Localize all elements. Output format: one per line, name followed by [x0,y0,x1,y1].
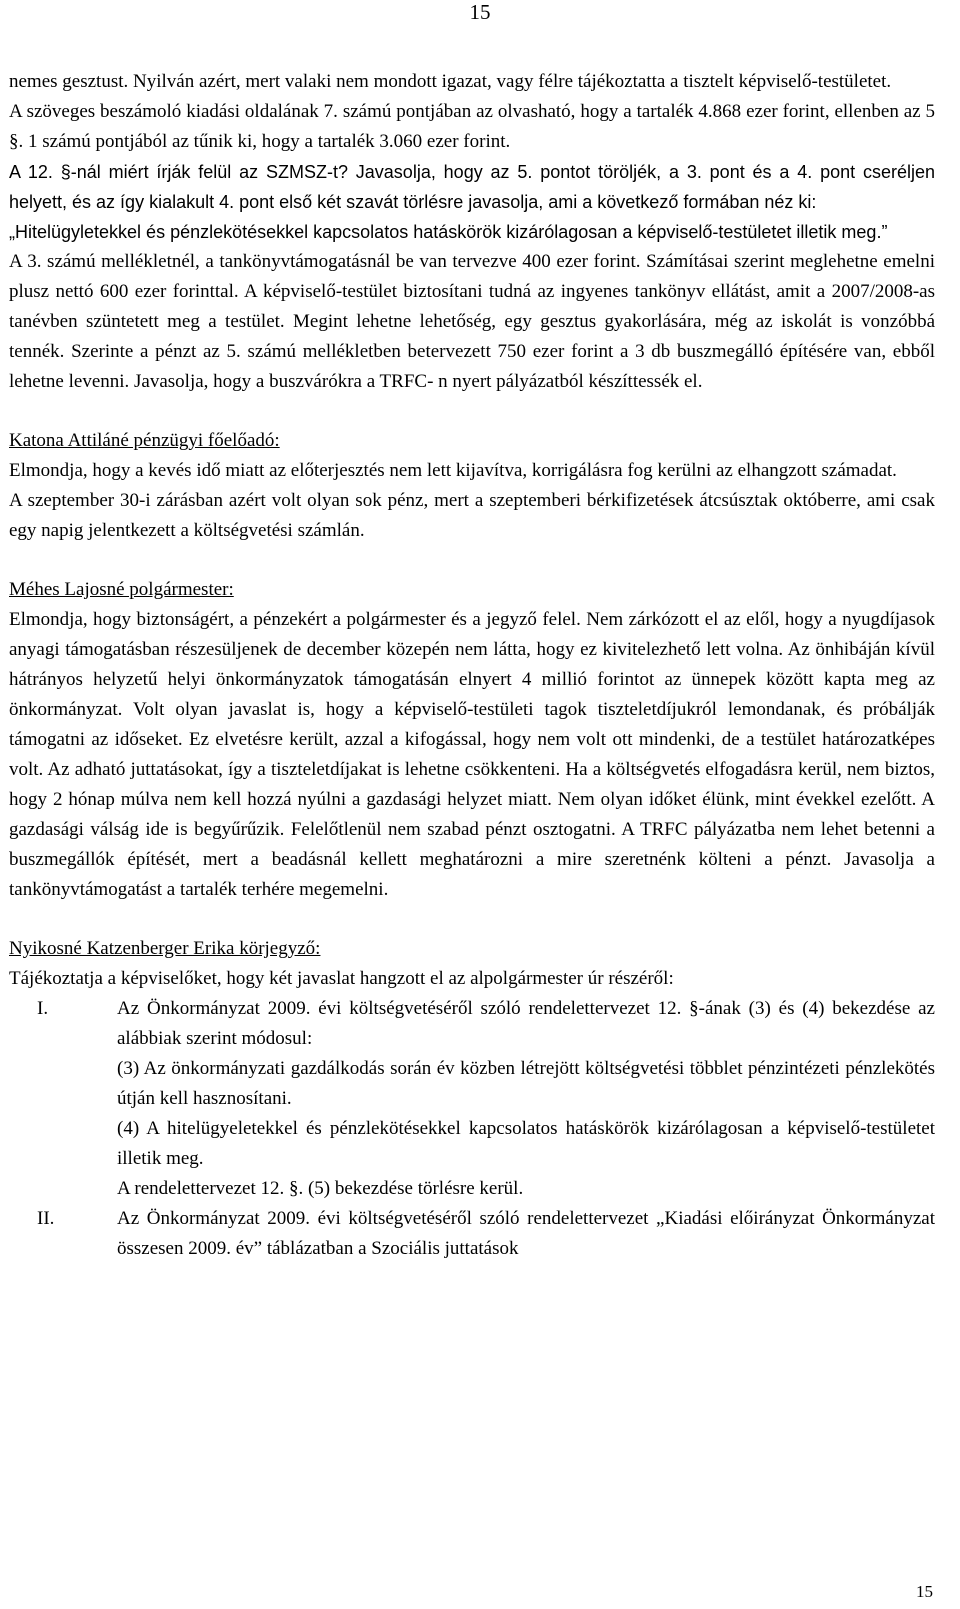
list-paragraph: A rendelettervezet 12. §. (5) bekezdése törlésre kerül. [117,1178,524,1199]
list-paragraph: Az Önkormányzat 2009. évi költségvetéséről szóló rendelettervezet „Kiadási előirányzat Önkormányzat összesen 2009. év” táblázatban a Szociális juttatások [117,1208,935,1259]
paragraph: A szöveges beszámoló kiadási oldalának 7. számú pontjában az olvasható, hogy a tartalék 4.868 ezer forint, ellenben az 5 §. 1 számú pontjából az tűnik ki, hogy a tartalék 3.060 ezer forint. [9,101,935,152]
spacer [9,905,935,934]
list-number: I. [37,998,49,1019]
quote-paragraph: „Hitelügyletekkel és pénzlekötésekkel kapcsolatos hatáskörök kizárólagosan a képviselő-testületet illetik meg.” [9,222,888,242]
paragraph: A szeptember 30-i zárásban azért volt olyan sok pénz, mert a szeptemberi bérkifizetések átcsúsztak októberre, ami csak egy napig jelentkezett a költségvetési számlán. [9,490,935,541]
list-paragraph: Az Önkormányzat 2009. évi költségvetéséről szóló rendelettervezet 12. §-ának (3) és (4) bekezdése az alábbiak szerint módosul: [117,998,935,1049]
list-paragraph: (4) A hitelügyeletekkel és pénzlekötésekkel kapcsolatos hatáskörök kizárólagosan a képviselő-testületet illetik meg. [117,1118,935,1169]
page-number-top: 15 [469,0,491,24]
list-item [9,994,935,1204]
spacer [9,546,935,575]
paragraph: nemes gesztust. Nyilván azért, mert valaki nem mondott igazat, vagy félre tájékoztatta a tisztelt képviselő-testületet. [9,71,892,92]
speaker-heading: Nyikosné Katzenberger Erika körjegyző: [9,938,321,959]
paragraph: A 12. §-nál miért írják felül az SZMSZ-t? Javasolja, hogy az 5. pontot töröljék, a 3. pont és a 4. pont cseréljen helyett, és az így kialakult 4. pont első két szavát törlésre javasolja, ami a következő formában néz ki: [9,162,935,212]
page-number-bottom: 15 [916,1582,933,1601]
list-item [9,1204,935,1264]
list-paragraph: (3) Az önkormányzati gazdálkodás során év közben létrejött költségvetési többlet pénzintézeti pénzlekötés útján kell hasznosítani. [117,1058,935,1109]
list-body [117,1204,935,1264]
spacer [9,397,935,426]
document-body [9,67,935,1264]
list-body [117,994,935,1204]
speaker-heading: Méhes Lajosné polgármester: [9,579,234,600]
paragraph: Elmondja, hogy a kevés idő miatt az előterjesztés nem lett kijavítva, korrigálásra fog kerülni az elhangzott számadat. [9,460,897,481]
paragraph: Elmondja, hogy biztonságért, a pénzekért a polgármester és a jegyző felel. Nem zárkózott el az elől, hogy a nyugdíjasok anyagi támogatásban részesüljenek de december közepén nem látta, hogy ez kivitelezhető lett volna. Az önhibáján kívül hátrányos helyzetű helyi önkormányzatok támogatásán elnyert 4 millió forintot az ünnepek között kapta meg az önkormányzat. Volt olyan javaslat is, hogy a képviselő-testületi tagok tiszteletdíjukról lemondanak, és próbálják támogatni az időseket. Ez elvetésre került, azzal a kifogással, hogy nem volt ott mindenki, de a testület határozatképes volt. Az adható juttatásokat, így a tiszteletdíjakat is lehetne csökkenteni. Ha a költségvetés elfogadásra kerül, nem biztos, hogy 2 hónap múlva nem kell hozzá nyúlni a gazdasági helyzet miatt. Nem olyan időket élünk, mint évekkel ezelőtt. A gazdasági válság ide is begyűrűzik. Felelőtlenül nem szabad pénzt osztogatni. A TRFC pályázatba nem lehet betenni a buszmegállók építését, mert a beadásnál kellett meghatározni a mire szeretnénk költeni a pénzt. Javasolja a tankönyvtámogatást a tartalék terhére megemelni. [9,609,935,900]
paragraph: A 3. számú mellékletnél, a tankönyvtámogatásnál be van tervezve 400 ezer forint. Számításai szerint meglehetne emelni plusz nettó 600 ezer forinttal. A képviselő-testület biztosítani tudná az ingyenes tankönyv ellátást, amit a 2007/2008-as tanévben szüntetett meg a testület. Megint lehetne lehetőség, egy gesztus gyakorlására, még az iskolát is vonzóbbá tennék. Szerinte a pénzt az 5. számú mellékletben betervezett 750 ezer forint a 3 db buszmegálló építésére van, ebből lehetne levenni. Javasolja, hogy a buszvárókra a TRFC- n nyert pályázatból készíttessék el. [9,251,935,392]
speaker-heading: Katona Attiláné pénzügyi főelőadó: [9,430,280,451]
list-number: II. [37,1208,55,1229]
paragraph: Tájékoztatja a képviselőket, hogy két javaslat hangzott el az alpolgármester úr részéről: [9,968,674,989]
